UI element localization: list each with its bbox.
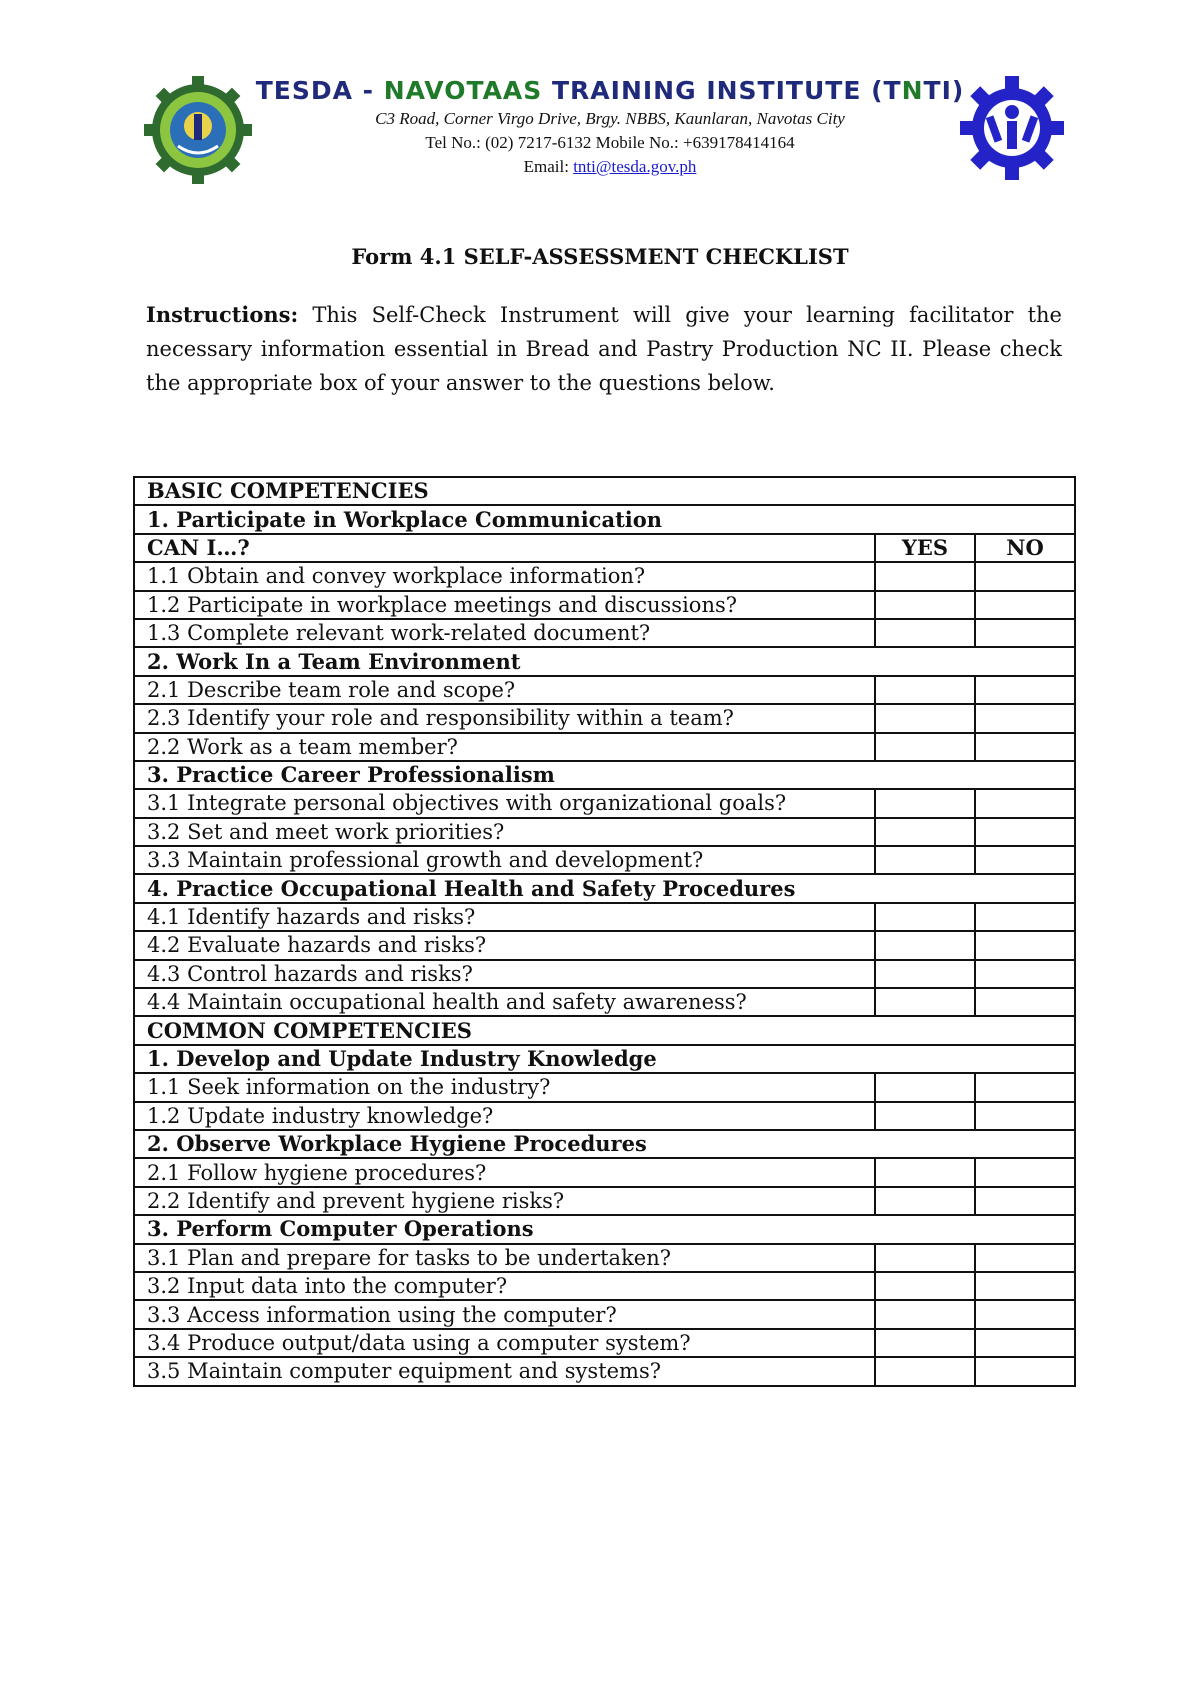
yes-checkbox[interactable]	[875, 1073, 975, 1101]
competency-title: 1. Participate in Workplace Communication	[134, 505, 1075, 533]
tnti-seal-logo	[142, 74, 254, 186]
instructions-text: This Self-Check Instrument will give your learning facilitator the necessary information essential in Bread and Pastry Production NC II. Please check the appropriate box of your answer to the questions below.	[146, 303, 1062, 395]
yes-checkbox[interactable]	[875, 1102, 975, 1130]
no-checkbox[interactable]	[975, 1102, 1075, 1130]
yes-checkbox[interactable]	[875, 789, 975, 817]
checklist-item-row	[134, 988, 1075, 1016]
checklist-item-text: 3.4 Produce output/data using a computer system?	[134, 1329, 875, 1357]
no-checkbox[interactable]	[975, 619, 1075, 647]
checklist-item-text: 3.2 Input data into the computer?	[134, 1272, 875, 1300]
checklist-item-text: 4.3 Control hazards and risks?	[134, 960, 875, 988]
checklist-item-text: 4.1 Identify hazards and risks?	[134, 903, 875, 931]
checklist-item-text: 3.3 Maintain professional growth and development?	[134, 846, 875, 874]
basic-competencies-header-row	[134, 477, 1075, 505]
checklist-item-text: 3.3 Access information using the computer?	[134, 1300, 875, 1328]
checklist-item-row	[134, 846, 1075, 874]
checklist-item-row	[134, 1329, 1075, 1357]
checklist-item-row	[134, 789, 1075, 817]
yes-checkbox[interactable]	[875, 988, 975, 1016]
checklist-item-text: 1.1 Seek information on the industry?	[134, 1073, 875, 1101]
competency-title: 2. Observe Workplace Hygiene Procedures	[134, 1130, 1075, 1158]
yes-checkbox[interactable]	[875, 733, 975, 761]
instructions-label: Instructions:	[146, 302, 299, 327]
no-checkbox[interactable]	[975, 562, 1075, 590]
checklist-item-row	[134, 1272, 1075, 1300]
checklist-item-row	[134, 1073, 1075, 1101]
no-checkbox[interactable]	[975, 1073, 1075, 1101]
yes-checkbox[interactable]	[875, 931, 975, 959]
yes-checkbox[interactable]	[875, 818, 975, 846]
checklist-item-text: 1.1 Obtain and convey workplace information?	[134, 562, 875, 590]
no-checkbox[interactable]	[975, 676, 1075, 704]
tesda-gear-logo	[960, 76, 1064, 180]
yes-checkbox[interactable]	[875, 1244, 975, 1272]
yes-checkbox[interactable]	[875, 1187, 975, 1215]
checklist-item-text: 3.5 Maintain computer equipment and systems?	[134, 1357, 875, 1385]
letterhead	[0, 70, 1200, 200]
column-header-row	[134, 534, 1075, 562]
checklist-item-row	[134, 1158, 1075, 1186]
email-link[interactable]: tnti@tesda.gov.ph	[573, 157, 697, 176]
competency-title: 2. Work In a Team Environment	[134, 647, 1075, 675]
yes-checkbox[interactable]	[875, 676, 975, 704]
competency-title: 4. Practice Occupational Health and Safety Procedures	[134, 874, 1075, 902]
yes-checkbox[interactable]	[875, 1329, 975, 1357]
checklist-item-row	[134, 619, 1075, 647]
no-checkbox[interactable]	[975, 903, 1075, 931]
competency-title-row	[134, 505, 1075, 533]
checklist-item-text: 1.3 Complete relevant work-related document?	[134, 619, 875, 647]
yes-checkbox[interactable]	[875, 1272, 975, 1300]
competency-title: 3. Practice Career Professionalism	[134, 761, 1075, 789]
can-i-header: CAN I…?	[134, 534, 875, 562]
competency-title-row	[134, 1045, 1075, 1073]
checklist-item-text: 1.2 Participate in workplace meetings and discussions?	[134, 591, 875, 619]
self-assessment-table	[133, 476, 1076, 1387]
checklist-item-row	[134, 1357, 1075, 1385]
institute-phone: Tel No.: (02) 7217-6132 Mobile No.: +639178414164	[425, 133, 795, 152]
no-checkbox[interactable]	[975, 1244, 1075, 1272]
no-checkbox[interactable]	[975, 818, 1075, 846]
yes-checkbox[interactable]	[875, 1357, 975, 1385]
common-competencies-header: COMMON COMPETENCIES	[134, 1016, 1075, 1044]
yes-checkbox[interactable]	[875, 1300, 975, 1328]
competency-title-row	[134, 647, 1075, 675]
yes-checkbox[interactable]	[875, 960, 975, 988]
checklist-item-text: 3.2 Set and meet work priorities?	[134, 818, 875, 846]
no-checkbox[interactable]	[975, 1357, 1075, 1385]
checklist-item-text: 2.1 Follow hygiene procedures?	[134, 1158, 875, 1186]
no-checkbox[interactable]	[975, 988, 1075, 1016]
checklist-item-text: 1.2 Update industry knowledge?	[134, 1102, 875, 1130]
institute-address: C3 Road, Corner Virgo Drive, Brgy. NBBS, Kaunlaran, Navotas City	[375, 109, 845, 128]
no-checkbox[interactable]	[975, 1187, 1075, 1215]
checklist-item-row	[134, 903, 1075, 931]
yes-checkbox[interactable]	[875, 1158, 975, 1186]
no-checkbox[interactable]	[975, 931, 1075, 959]
competency-title-row	[134, 761, 1075, 789]
checklist-item-row	[134, 591, 1075, 619]
checklist-item-text: 2.3 Identify your role and responsibility within a team?	[134, 704, 875, 732]
no-checkbox[interactable]	[975, 1158, 1075, 1186]
checklist-item-row	[134, 1187, 1075, 1215]
institute-email: Email: tnti@tesda.gov.ph	[523, 157, 697, 176]
checklist-item-text: 3.1 Plan and prepare for tasks to be undertaken?	[134, 1244, 875, 1272]
checklist-item-row	[134, 1300, 1075, 1328]
no-column-header: NO	[975, 534, 1075, 562]
checklist-item-text: 4.4 Maintain occupational health and safety awareness?	[134, 988, 875, 1016]
checklist-item-row	[134, 818, 1075, 846]
competency-title: 1. Develop and Update Industry Knowledge	[134, 1045, 1075, 1073]
yes-column-header: YES	[875, 534, 975, 562]
competency-title-row	[134, 874, 1075, 902]
form-title: Form 4.1 SELF-ASSESSMENT CHECKLIST	[351, 244, 849, 269]
checklist-item-text: 2.2 Identify and prevent hygiene risks?	[134, 1187, 875, 1215]
common-competencies-header-row	[134, 1016, 1075, 1044]
yes-checkbox[interactable]	[875, 846, 975, 874]
checklist-item-row	[134, 704, 1075, 732]
no-checkbox[interactable]	[975, 704, 1075, 732]
checklist-item-row	[134, 676, 1075, 704]
institute-name: TESDA - NAVOTAAS TRAINING INSTITUTE (TNTI)	[255, 76, 965, 105]
no-checkbox[interactable]	[975, 1272, 1075, 1300]
competency-title-row	[134, 1130, 1075, 1158]
no-checkbox[interactable]	[975, 846, 1075, 874]
yes-checkbox[interactable]	[875, 562, 975, 590]
no-checkbox[interactable]	[975, 789, 1075, 817]
no-checkbox[interactable]	[975, 591, 1075, 619]
checklist-item-row	[134, 733, 1075, 761]
checklist-item-row	[134, 960, 1075, 988]
yes-checkbox[interactable]	[875, 591, 975, 619]
competency-title: 3. Perform Computer Operations	[134, 1215, 1075, 1243]
basic-competencies-header: BASIC COMPETENCIES	[134, 477, 1075, 505]
checklist-item-text: 3.1 Integrate personal objectives with organizational goals?	[134, 789, 875, 817]
checklist-item-text: 4.2 Evaluate hazards and risks?	[134, 931, 875, 959]
competency-title-row	[134, 1215, 1075, 1243]
checklist-item-row	[134, 1102, 1075, 1130]
no-checkbox[interactable]	[975, 1300, 1075, 1328]
no-checkbox[interactable]	[975, 960, 1075, 988]
checklist-item-row	[134, 931, 1075, 959]
instructions-paragraph	[146, 298, 1062, 400]
checklist-item-row	[134, 1244, 1075, 1272]
checklist-item-text: 2.2 Work as a team member?	[134, 733, 875, 761]
no-checkbox[interactable]	[975, 733, 1075, 761]
no-checkbox[interactable]	[975, 1329, 1075, 1357]
checklist-item-row	[134, 562, 1075, 590]
checklist-item-text: 2.1 Describe team role and scope?	[134, 676, 875, 704]
yes-checkbox[interactable]	[875, 903, 975, 931]
yes-checkbox[interactable]	[875, 619, 975, 647]
yes-checkbox[interactable]	[875, 704, 975, 732]
